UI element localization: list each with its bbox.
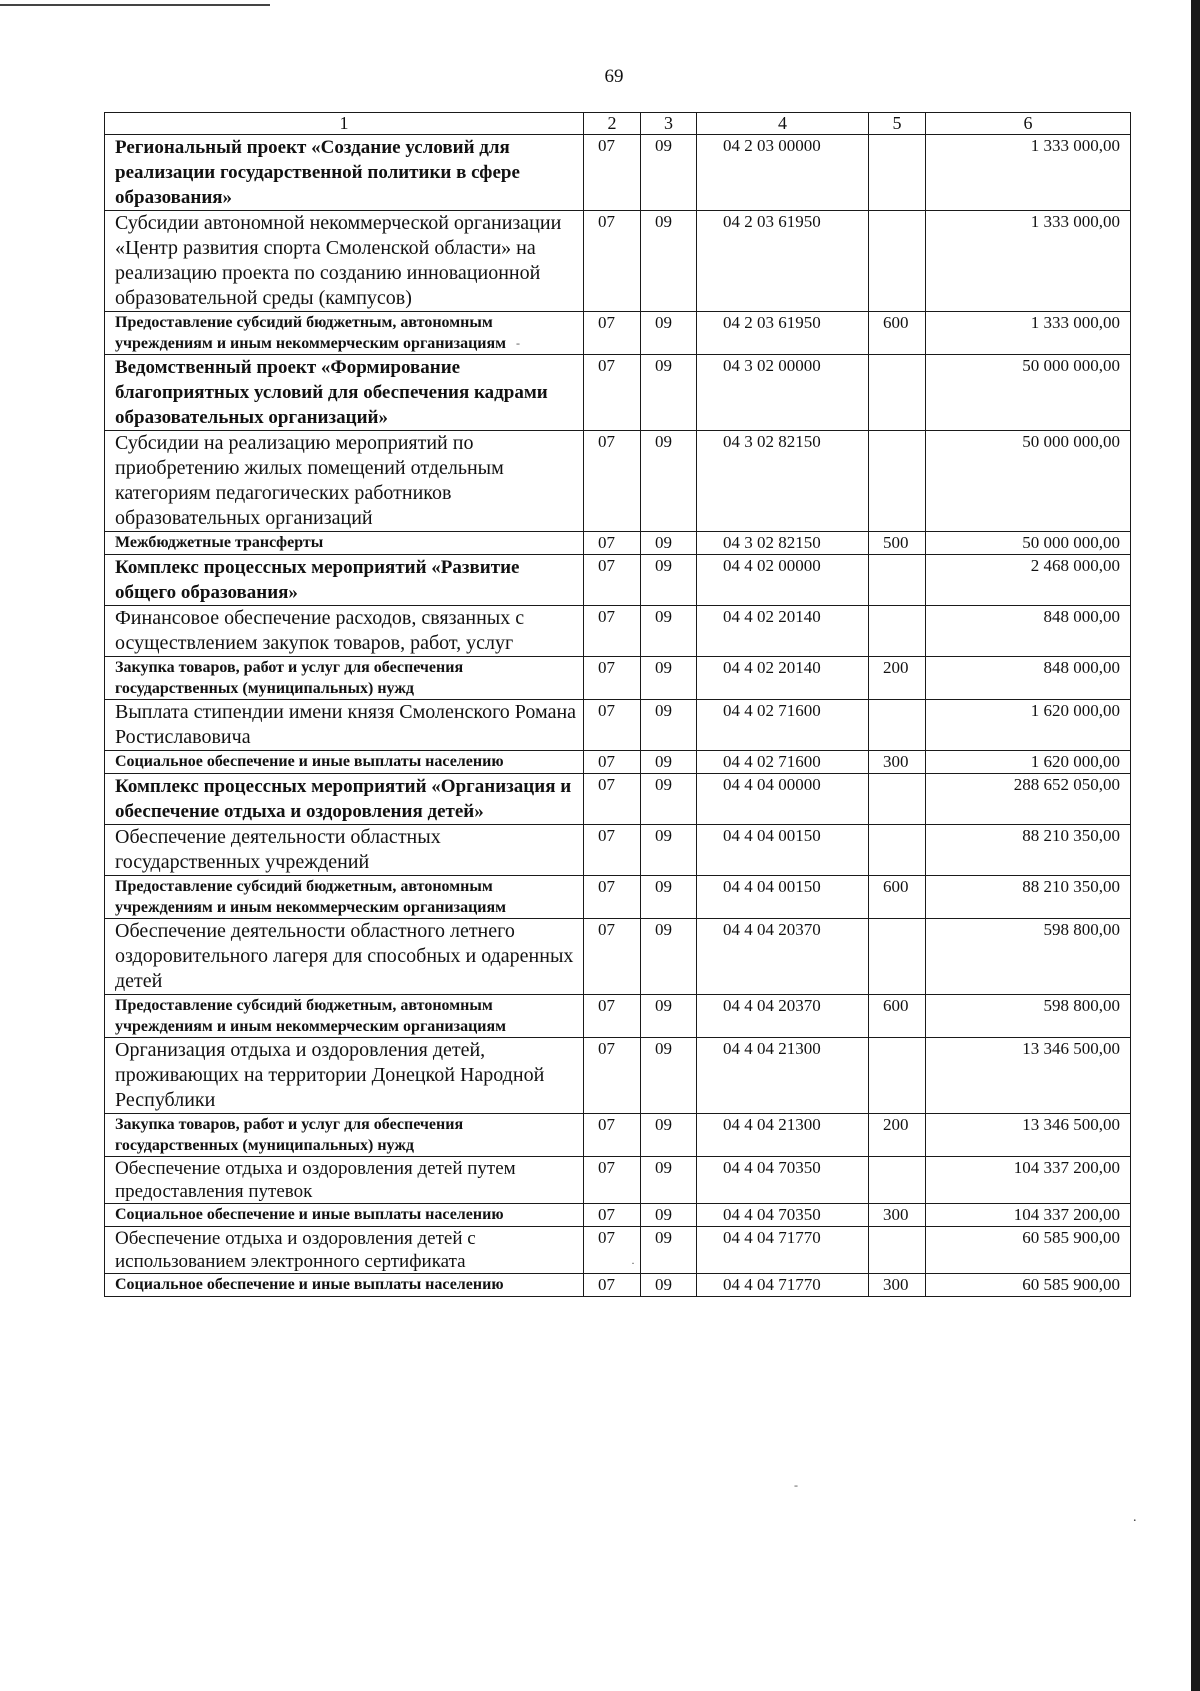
table-row — [105, 774, 1131, 825]
target-article-code: 04 4 02 20140 — [697, 606, 869, 657]
expense-type-code: 600 — [869, 995, 926, 1038]
amount: 1 333 000,00 — [926, 135, 1131, 211]
expense-type-code — [869, 431, 926, 532]
header-col-1: 1 — [105, 113, 584, 135]
section-code: 07 — [584, 657, 641, 700]
table-row — [105, 876, 1131, 919]
expense-type-code: 200 — [869, 1114, 926, 1157]
amount: 60 585 900,00 — [926, 1274, 1131, 1297]
expense-type-code — [869, 774, 926, 825]
target-article-code: 04 3 02 00000 — [697, 355, 869, 431]
table-header-row — [105, 113, 1131, 135]
expense-type-code — [869, 135, 926, 211]
subsection-code: 09 — [641, 825, 697, 876]
subsection-code: 09 — [641, 431, 697, 532]
table-row — [105, 312, 1131, 355]
table-row — [105, 555, 1131, 606]
expense-type-code: 200 — [869, 657, 926, 700]
amount: 50 000 000,00 — [926, 532, 1131, 555]
expense-name: Предоставление субсидий бюджетным, автономным учреждениям и иным некоммерческим организациям — [105, 995, 584, 1038]
amount: 598 800,00 — [926, 919, 1131, 995]
expense-type-code — [869, 1227, 926, 1274]
expense-type-code: 600 — [869, 876, 926, 919]
section-code: 07 — [584, 1204, 641, 1227]
header-col-5: 5 — [869, 113, 926, 135]
table-row — [105, 1274, 1131, 1297]
table-row — [105, 1038, 1131, 1114]
section-code: 07 — [584, 1274, 641, 1297]
expense-type-code — [869, 555, 926, 606]
expense-name: Комплекс процессных мероприятий «Организация и обеспечение отдыха и оздоровления детей» — [105, 774, 584, 825]
target-article-code: 04 2 03 00000 — [697, 135, 869, 211]
target-article-code: 04 4 04 20370 — [697, 919, 869, 995]
expense-name: Социальное обеспечение и иные выплаты населению — [105, 1274, 584, 1297]
expense-name: Закупка товаров, работ и услуг для обеспечения государственных (муниципальных) нужд — [105, 1114, 584, 1157]
section-code: 07 — [584, 751, 641, 774]
subsection-code: 09 — [641, 1227, 697, 1274]
expense-name: Выплата стипендии имени князя Смоленского Романа Ростиславовича — [105, 700, 584, 751]
expense-name: Предоставление субсидий бюджетным, автономным учреждениям и иным некоммерческим организациям — [105, 312, 584, 355]
expense-name: Социальное обеспечение и иные выплаты населению — [105, 1204, 584, 1227]
table-row — [105, 135, 1131, 211]
amount: 88 210 350,00 — [926, 825, 1131, 876]
subsection-code: 09 — [641, 555, 697, 606]
target-article-code: 04 4 04 20370 — [697, 995, 869, 1038]
expense-type-code — [869, 1157, 926, 1204]
subsection-code: 09 — [641, 774, 697, 825]
table-row — [105, 211, 1131, 312]
subsection-code: 09 — [641, 532, 697, 555]
target-article-code: 04 4 04 21300 — [697, 1038, 869, 1114]
target-article-code: 04 4 04 71770 — [697, 1274, 869, 1297]
header-col-6: 6 — [926, 113, 1131, 135]
table-row — [105, 751, 1131, 774]
target-article-code: 04 4 04 70350 — [697, 1204, 869, 1227]
scan-top-line — [0, 4, 270, 6]
section-code: 07 — [584, 876, 641, 919]
amount: 104 337 200,00 — [926, 1157, 1131, 1204]
section-code: 07 — [584, 995, 641, 1038]
expense-name: Комплекс процессных мероприятий «Развитие общего образования» — [105, 555, 584, 606]
section-code: 07 — [584, 555, 641, 606]
expense-type-code: 300 — [869, 1274, 926, 1297]
table-row — [105, 355, 1131, 431]
target-article-code: 04 2 03 61950 — [697, 211, 869, 312]
subsection-code: 09 — [641, 1114, 697, 1157]
section-code: 07 — [584, 1114, 641, 1157]
section-code: 07 — [584, 355, 641, 431]
amount: 1 620 000,00 — [926, 700, 1131, 751]
section-code: 07 — [584, 606, 641, 657]
subsection-code: 09 — [641, 995, 697, 1038]
target-article-code: 04 4 04 21300 — [697, 1114, 869, 1157]
expense-name: Финансовое обеспечение расходов, связанных с осуществлением закупок товаров, работ, услуг — [105, 606, 584, 657]
target-article-code: 04 3 02 82150 — [697, 431, 869, 532]
subsection-code: 09 — [641, 657, 697, 700]
target-article-code: 04 4 02 00000 — [697, 555, 869, 606]
target-article-code: 04 4 04 71770 — [697, 1227, 869, 1274]
stray-mark: . — [1133, 1510, 1137, 1525]
subsection-code: 09 — [641, 876, 697, 919]
expense-name: Социальное обеспечение и иные выплаты населению — [105, 751, 584, 774]
table-row — [105, 1114, 1131, 1157]
amount: 13 346 500,00 — [926, 1038, 1131, 1114]
amount: 13 346 500,00 — [926, 1114, 1131, 1157]
amount: 1 333 000,00 — [926, 211, 1131, 312]
expense-type-code — [869, 1038, 926, 1114]
target-article-code: 04 4 02 71600 — [697, 751, 869, 774]
header-col-4: 4 — [697, 113, 869, 135]
expense-name: Предоставление субсидий бюджетным, автономным учреждениям и иным некоммерческим организациям — [105, 876, 584, 919]
amount: 104 337 200,00 — [926, 1204, 1131, 1227]
subsection-code: 09 — [641, 1157, 697, 1204]
target-article-code: 04 4 04 00150 — [697, 876, 869, 919]
expense-name: Ведомственный проект «Формирование благоприятных условий для обеспечения кадрами образовательных организаций» — [105, 355, 584, 431]
amount: 1 620 000,00 — [926, 751, 1131, 774]
section-code: 07 — [584, 700, 641, 751]
section-code: 07 — [584, 1227, 641, 1274]
expense-name: Обеспечение деятельности областного летнего оздоровительного лагеря для способных и одаренных детей — [105, 919, 584, 995]
expense-name: Обеспечение отдыха и оздоровления детей с использованием электронного сертификата — [105, 1227, 584, 1274]
expense-name: Закупка товаров, работ и услуг для обеспечения государственных (муниципальных) нужд — [105, 657, 584, 700]
scan-right-edge — [1191, 0, 1200, 1691]
subsection-code: 09 — [641, 751, 697, 774]
amount: 288 652 050,00 — [926, 774, 1131, 825]
expense-name: Субсидии автономной некоммерческой организации «Центр развития спорта Смоленской области» на реализацию проекта по созданию инновационной образовательной среды (кампусов) — [105, 211, 584, 312]
target-article-code: 04 4 02 20140 — [697, 657, 869, 700]
table-row — [105, 700, 1131, 751]
stray-dot: · — [631, 1256, 635, 1270]
amount: 1 333 000,00 — [926, 312, 1131, 355]
target-article-code: 04 2 03 61950 — [697, 312, 869, 355]
section-code: 07 — [584, 1157, 641, 1204]
target-article-code: 04 3 02 82150 — [697, 532, 869, 555]
subsection-code: 09 — [641, 135, 697, 211]
amount: 60 585 900,00 — [926, 1227, 1131, 1274]
section-code: 07 — [584, 825, 641, 876]
subsection-code: 09 — [641, 1204, 697, 1227]
subsection-code: 09 — [641, 211, 697, 312]
section-code: 07 — [584, 431, 641, 532]
budget-table — [104, 112, 1131, 1297]
section-code: 07 — [584, 135, 641, 211]
target-article-code: 04 4 02 71600 — [697, 700, 869, 751]
table-row — [105, 1157, 1131, 1204]
expense-type-code: 300 — [869, 751, 926, 774]
section-code: 07 — [584, 211, 641, 312]
expense-type-code — [869, 606, 926, 657]
amount: 88 210 350,00 — [926, 876, 1131, 919]
target-article-code: 04 4 04 00150 — [697, 825, 869, 876]
section-code: 07 — [584, 532, 641, 555]
stray-dot: - — [516, 336, 520, 350]
subsection-code: 09 — [641, 919, 697, 995]
expense-name: Организация отдыха и оздоровления детей, проживающих на территории Донецкой Народной Республики — [105, 1038, 584, 1114]
target-article-code: 04 4 04 00000 — [697, 774, 869, 825]
subsection-code: 09 — [641, 606, 697, 657]
expense-type-code: 600 — [869, 312, 926, 355]
subsection-code: 09 — [641, 700, 697, 751]
expense-type-code — [869, 825, 926, 876]
amount: 2 468 000,00 — [926, 555, 1131, 606]
expense-name: Обеспечение отдыха и оздоровления детей путем предоставления путевок — [105, 1157, 584, 1204]
amount: 848 000,00 — [926, 657, 1131, 700]
table-row — [105, 1204, 1131, 1227]
expense-type-code — [869, 355, 926, 431]
expense-name: Субсидии на реализацию мероприятий по приобретению жилых помещений отдельным категориям педагогических работников образовательных организаций — [105, 431, 584, 532]
table-row — [105, 606, 1131, 657]
expense-type-code — [869, 211, 926, 312]
table-row — [105, 1227, 1131, 1274]
header-col-2: 2 — [584, 113, 641, 135]
table-row — [105, 657, 1131, 700]
subsection-code: 09 — [641, 1274, 697, 1297]
target-article-code: 04 4 04 70350 — [697, 1157, 869, 1204]
expense-type-code: 500 — [869, 532, 926, 555]
subsection-code: 09 — [641, 1038, 697, 1114]
expense-name: Межбюджетные трансферты — [105, 532, 584, 555]
section-code: 07 — [584, 1038, 641, 1114]
table-row — [105, 431, 1131, 532]
expense-type-code: 300 — [869, 1204, 926, 1227]
subsection-code: 09 — [641, 312, 697, 355]
table-row — [105, 919, 1131, 995]
page-number: 69 — [604, 66, 624, 87]
stray-dot: - — [794, 1478, 798, 1492]
expense-type-code — [869, 700, 926, 751]
section-code: 07 — [584, 774, 641, 825]
amount: 50 000 000,00 — [926, 431, 1131, 532]
expense-name: Региональный проект «Создание условий для реализации государственной политики в сфере образования» — [105, 135, 584, 211]
subsection-code: 09 — [641, 355, 697, 431]
table-row — [105, 995, 1131, 1038]
header-col-3: 3 — [641, 113, 697, 135]
expense-type-code — [869, 919, 926, 995]
section-code: 07 — [584, 919, 641, 995]
section-code: 07 — [584, 312, 641, 355]
expense-name: Обеспечение деятельности областных государственных учреждений — [105, 825, 584, 876]
table-row — [105, 825, 1131, 876]
table-row — [105, 532, 1131, 555]
amount: 598 800,00 — [926, 995, 1131, 1038]
amount: 848 000,00 — [926, 606, 1131, 657]
amount: 50 000 000,00 — [926, 355, 1131, 431]
